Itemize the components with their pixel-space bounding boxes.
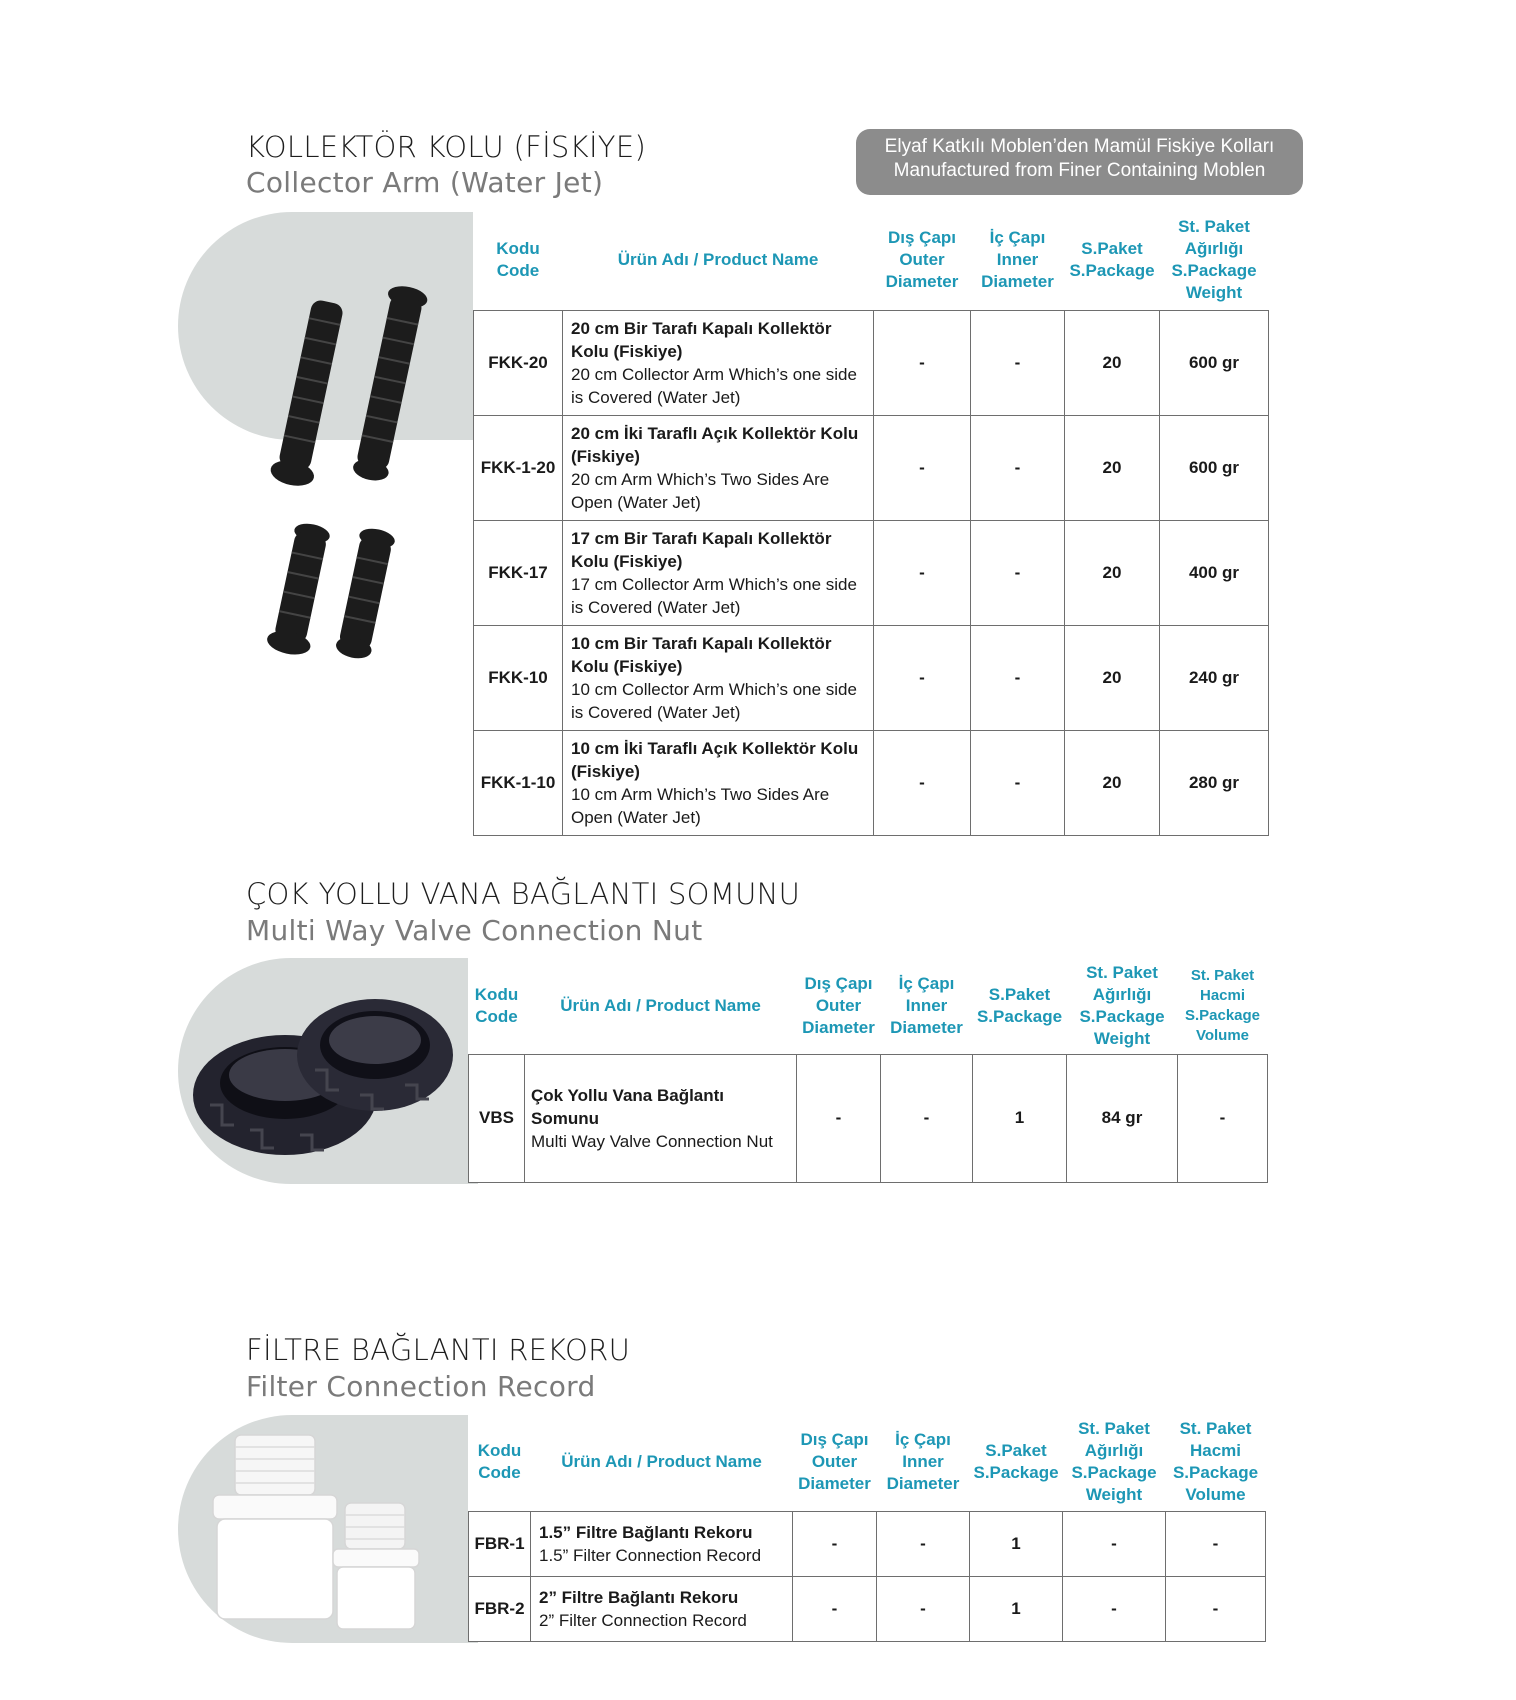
header-product-name: Ürün Adı / Product Name xyxy=(561,1452,762,1472)
collector-title-tr: KOLLEKTÖR KOLU (FİSKİYE) xyxy=(246,130,647,164)
package-qty: 20 xyxy=(1065,520,1160,625)
header-volume: St. Paket Hacmi S.Package Volume xyxy=(1172,1419,1259,1505)
material-note-badge xyxy=(856,129,1303,195)
header-inner-diameter: İç Çapı Inner Diameter xyxy=(890,973,963,1037)
outer-diameter: - xyxy=(874,415,971,520)
package-qty: 20 xyxy=(1065,625,1160,730)
filter-record-image xyxy=(205,1425,445,1635)
header-code: Kodu Code xyxy=(477,1441,522,1483)
collector-header-row xyxy=(474,211,1269,310)
package-weight: 280 gr xyxy=(1160,730,1269,835)
collector-arm-image xyxy=(250,260,440,690)
package-weight: 84 gr xyxy=(1067,1054,1178,1182)
inner-diameter: - xyxy=(971,520,1065,625)
product-code: VBS xyxy=(469,1054,525,1182)
package-qty: 1 xyxy=(973,1054,1067,1182)
table-row xyxy=(469,1576,1266,1641)
product-name: 1.5” Filtre Bağlantı Rekoru 1.5” Filter Connection Record xyxy=(531,1511,793,1576)
header-weight: St. Paket Ağırlığı S.Package Weight xyxy=(1071,1419,1157,1505)
filter-title-tr: FİLTRE BAĞLANTI REKORU xyxy=(246,1333,631,1367)
header-product-name: Ürün Adı / Product Name xyxy=(560,995,761,1015)
table-row xyxy=(474,415,1269,520)
outer-diameter: - xyxy=(793,1576,877,1641)
outer-diameter: - xyxy=(874,520,971,625)
table-row xyxy=(469,1511,1266,1576)
valve-header-row xyxy=(469,958,1268,1054)
note-line-tr: Elyaf Katkılı Moblen’den Mamül Fiskiye Kolları xyxy=(884,136,1275,157)
valve-nut-image xyxy=(190,985,460,1170)
table-row xyxy=(474,625,1269,730)
note-line-en: Manufactured from Finer Containing Moblen xyxy=(893,160,1266,181)
outer-diameter: - xyxy=(793,1511,877,1576)
product-code: FKK-20 xyxy=(474,310,563,415)
package-qty: 20 xyxy=(1065,730,1160,835)
inner-diameter: - xyxy=(971,625,1065,730)
inner-diameter: - xyxy=(881,1054,973,1182)
header-product-name: Ürün Adı / Product Name xyxy=(617,250,819,270)
header-code: Kodu Code xyxy=(474,984,519,1026)
table-row xyxy=(469,1054,1268,1182)
package-weight: 600 gr xyxy=(1160,310,1269,415)
product-code: FBR-2 xyxy=(469,1576,531,1641)
header-code: Kodu Code xyxy=(496,239,540,281)
header-package: S.Paket S.Package xyxy=(976,984,1063,1026)
outer-diameter: - xyxy=(797,1054,881,1182)
inner-diameter: - xyxy=(877,1511,970,1576)
header-weight: St. Paket Ağırlığı S.Package Weight xyxy=(1171,217,1257,303)
package-weight: 600 gr xyxy=(1160,415,1269,520)
header-outer-diameter: Dış Çapı Outer Diameter xyxy=(798,1430,871,1494)
header-package: S.Paket S.Package xyxy=(973,1441,1059,1483)
package-qty: 20 xyxy=(1065,310,1160,415)
package-weight: 400 gr xyxy=(1160,520,1269,625)
product-name: 20 cm İki Taraflı Açık Kollektör Kolu (Fiskiye) 20 cm Arm Which’s Two Sides Are Open (Water Jet) xyxy=(563,415,874,520)
inner-diameter: - xyxy=(971,415,1065,520)
header-package: S.Paket S.Package xyxy=(1069,239,1155,281)
product-name: 10 cm Bir Tarafı Kapalı Kollektör Kolu (Fiskiye) 10 cm Collector Arm Which’s one side is Covered (Water Jet) xyxy=(563,625,874,730)
product-code: FKK-1-10 xyxy=(474,730,563,835)
header-inner-diameter: İç Çapı Inner Diameter xyxy=(981,228,1054,292)
filter-table xyxy=(468,1414,1266,1642)
collector-table xyxy=(473,211,1269,836)
product-code: FKK-1-20 xyxy=(474,415,563,520)
package-weight: 240 gr xyxy=(1160,625,1269,730)
product-name: 10 cm İki Taraflı Açık Kollektör Kolu (Fiskiye) 10 cm Arm Which’s Two Sides Are Open (Water Jet) xyxy=(563,730,874,835)
package-volume: - xyxy=(1178,1054,1268,1182)
inner-diameter: - xyxy=(971,730,1065,835)
product-name: 20 cm Bir Tarafı Kapalı Kollektör Kolu (Fiskiye) 20 cm Collector Arm Which’s one side is Covered (Water Jet) xyxy=(563,310,874,415)
header-outer-diameter: Dış Çapı Outer Diameter xyxy=(885,228,959,292)
inner-diameter: - xyxy=(877,1576,970,1641)
valve-title-en: Multi Way Valve Connection Nut xyxy=(246,914,703,947)
package-qty: 20 xyxy=(1065,415,1160,520)
header-outer-diameter: Dış Çapı Outer Diameter xyxy=(802,973,875,1037)
product-name: 2” Filtre Bağlantı Rekoru 2” Filter Connection Record xyxy=(531,1576,793,1641)
filter-header-row xyxy=(469,1414,1266,1511)
package-weight: - xyxy=(1063,1511,1166,1576)
product-code: FKK-10 xyxy=(474,625,563,730)
valve-title-tr: ÇOK YOLLU VANA BAĞLANTI SOMUNU xyxy=(246,877,801,911)
outer-diameter: - xyxy=(874,310,971,415)
inner-diameter: - xyxy=(971,310,1065,415)
table-row xyxy=(474,520,1269,625)
outer-diameter: - xyxy=(874,625,971,730)
header-weight: St. Paket Ağırlığı S.Package Weight xyxy=(1079,962,1165,1048)
filter-title-en: Filter Connection Record xyxy=(246,1370,596,1403)
table-row xyxy=(474,310,1269,415)
collector-title-en: Collector Arm (Water Jet) xyxy=(246,166,604,199)
package-weight: - xyxy=(1063,1576,1166,1641)
valve-table xyxy=(468,958,1268,1183)
package-qty: 1 xyxy=(970,1576,1063,1641)
package-volume: - xyxy=(1166,1576,1266,1641)
table-row xyxy=(474,730,1269,835)
product-code: FBR-1 xyxy=(469,1511,531,1576)
header-volume: St. Paket Hacmi S.Package Volume xyxy=(1184,966,1261,1044)
outer-diameter: - xyxy=(874,730,971,835)
product-code: FKK-17 xyxy=(474,520,563,625)
header-inner-diameter: İç Çapı Inner Diameter xyxy=(886,1430,960,1494)
product-name: Çok Yollu Vana Bağlantı Somunu Multi Way Valve Connection Nut xyxy=(525,1054,797,1182)
package-qty: 1 xyxy=(970,1511,1063,1576)
product-name: 17 cm Bir Tarafı Kapalı Kollektör Kolu (Fiskiye) 17 cm Collector Arm Which’s one side is Covered (Water Jet) xyxy=(563,520,874,625)
package-volume: - xyxy=(1166,1511,1266,1576)
